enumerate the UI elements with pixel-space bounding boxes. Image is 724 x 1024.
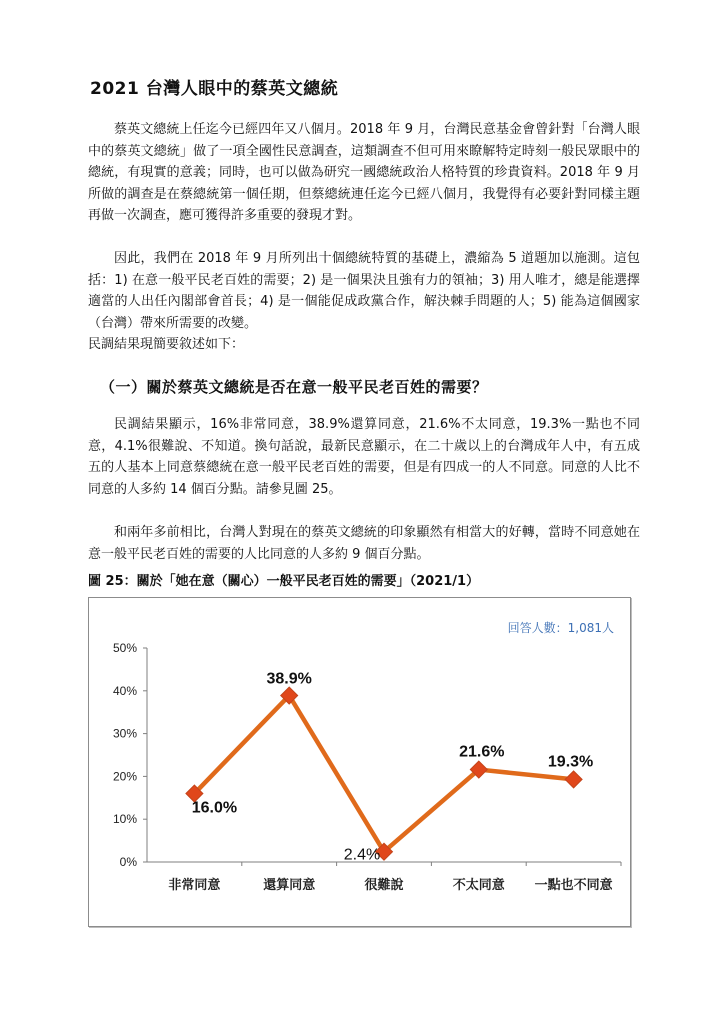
- y-tick-label: 10%: [112, 812, 137, 827]
- chart-canvas: [89, 598, 630, 926]
- x-tick-label: 非常同意: [168, 878, 221, 893]
- data-point-marker: [565, 771, 582, 788]
- x-tick-label: 還算同意: [263, 878, 316, 893]
- data-label: 2.4%: [343, 846, 381, 864]
- y-tick-label: 30%: [112, 726, 137, 741]
- y-tick-label: 20%: [112, 769, 137, 784]
- data-label: 19.3%: [547, 753, 594, 771]
- data-label: 16.0%: [191, 799, 238, 817]
- paragraph-results: 民調結果顯示，16%非常同意，38.9%還算同意，21.6%不太同意，19.3%一點也不同意，4.1%很難說、不知道。換句話說，最新民意顯示，在二十歲以上的台灣成年人中，有五成五的人基本上同意蔡總統在意一般平民老百姓的需要，但是有四成一的人不同意。同意的人比不同意的人多約 14 個百分點。請參見圖 25。: [88, 417, 640, 497]
- y-tick-label: 40%: [112, 683, 137, 698]
- data-label: 38.9%: [266, 670, 312, 688]
- line-chart: [88, 597, 631, 927]
- section-heading: （一）關於蔡英文總統是否在意一般平民老百姓的需要？: [100, 378, 488, 396]
- respondents-note: 回答人數：1,081人: [507, 621, 614, 635]
- y-tick-label: 50%: [112, 641, 137, 655]
- x-tick-label: 不太同意: [452, 878, 505, 893]
- paragraph-summary-lead: 民調結果現簡要敘述如下：: [88, 337, 245, 352]
- paragraph-comparison: 和兩年多前相比，台灣人對現在的蔡英文總統的印象顯然有相當大的好轉，當時不同意她在意一般平民老百姓的需要的人比同意的人多約 9 個百分點。: [88, 525, 640, 562]
- figure-caption: 圖 25：關於「她在意（關心）一般平民老百姓的需要」（2021/1）: [88, 574, 480, 589]
- y-tick-label: 0%: [119, 855, 137, 869]
- x-tick-label: 一點也不同意: [534, 878, 613, 893]
- page-title: 2021 台灣人眼中的蔡英文總統: [90, 79, 339, 99]
- data-label: 21.6%: [459, 743, 505, 761]
- paragraph-intro: 蔡英文總統上任迄今已經四年又八個月。2018 年 9 月，台灣民意基金會曾針對「台灣人眼中的蔡英文總統」做了一項全國性民意調查，這類調查不但可用來瞭解特定時刻一般民眾眼中的總統，有現實的意義；同時，也可以做為研究一國總統政治人格特質的珍貴資料。2018 年 9 月所做的調查是在蔡總統第一個任期，但蔡總統連任迄今已經八個月，我覺得有必要針對同樣主題再做一次調查，應可獲得許多重要的發現才對。: [88, 122, 640, 223]
- paragraph-method: 因此，我們在 2018 年 9 月所列出十個總統特質的基礎上，濃縮為 5 道題加以施測。這包括：1) 在意一般平民老百姓的需要；2) 是一個果決且強有力的領袖；3) 用人唯才，總是能選擇適當的人出任內閣部會首長；4) 是一個能促成政黨合作，解決棘手問題的人；5) 能為這個國家（台灣）帶來所需要的改變。: [88, 251, 640, 331]
- x-tick-label: 很難說: [364, 878, 404, 893]
- series-line: [191, 696, 573, 852]
